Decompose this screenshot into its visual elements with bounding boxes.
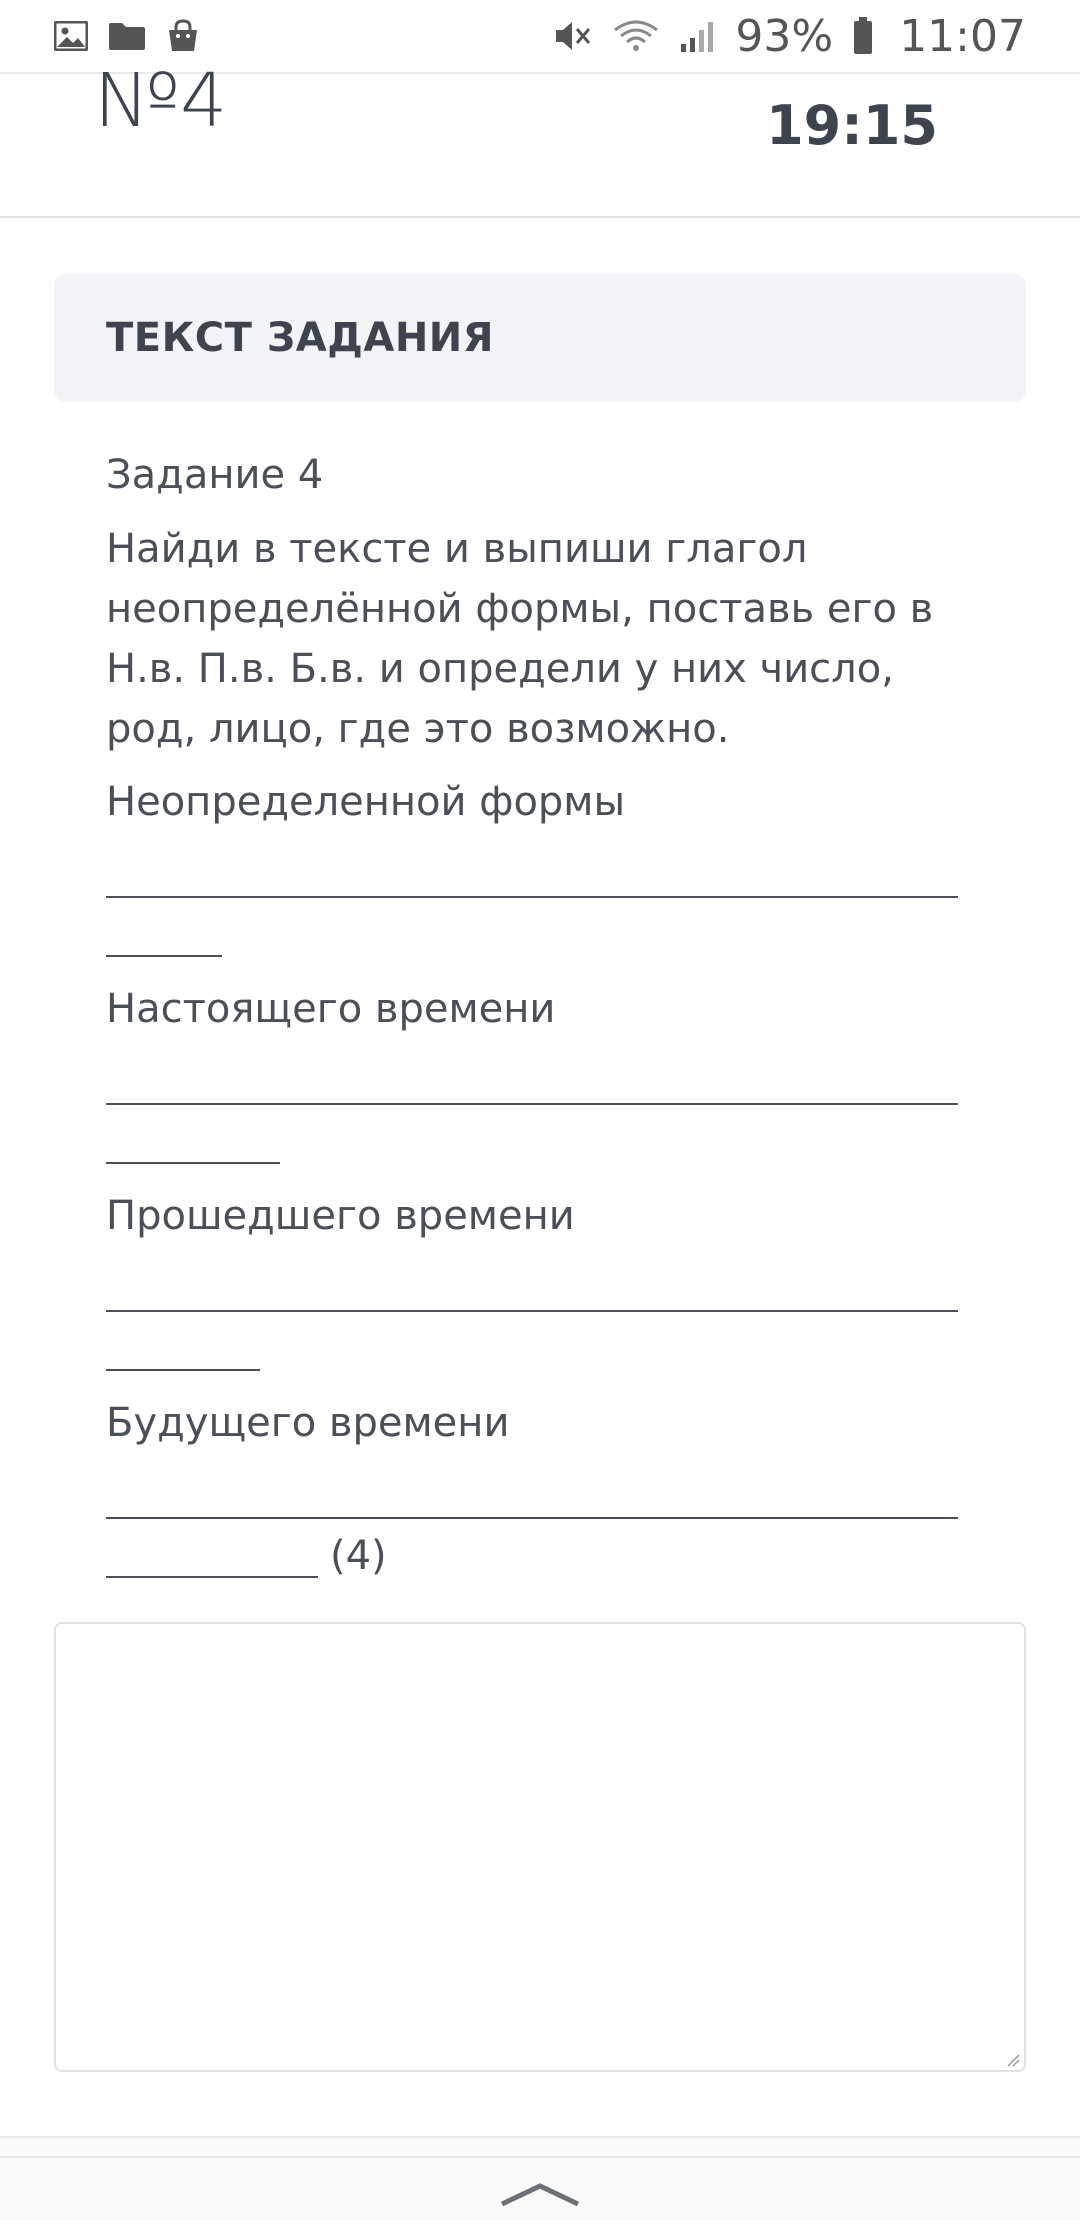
blank-line [106, 1532, 318, 1578]
blank-lines [106, 852, 986, 970]
resize-handle-icon[interactable] [1006, 2052, 1020, 2066]
task-header [0, 58, 1080, 218]
section-label: Неопределенной формы [106, 779, 626, 825]
task-number: №4 [94, 58, 228, 144]
task-body [106, 446, 986, 1601]
task-heading: Задание 4 [106, 452, 324, 498]
blank-line [106, 1059, 958, 1105]
status-bar [0, 0, 1080, 72]
shopping-bag-icon [166, 19, 200, 53]
section-future [106, 1394, 986, 1591]
section-infinitive [106, 773, 986, 970]
status-bar-left [54, 19, 200, 53]
blank-lines [106, 1059, 986, 1177]
signal-icon [679, 18, 715, 54]
task-text-title: ТЕКСТ ЗАДАНИЯ [106, 315, 495, 361]
blank-line [106, 1266, 958, 1312]
blank-line [106, 1325, 260, 1371]
battery-percent: 93% [735, 10, 834, 62]
answer-textarea[interactable] [54, 1622, 1026, 2072]
section-label: Будущего времени [106, 1400, 510, 1446]
instruction-line: неопределённой формы, поставь его в [106, 586, 934, 632]
section-label: Прошедшего времени [106, 1193, 575, 1239]
battery-icon [853, 17, 873, 55]
section-label: Настоящего времени [106, 986, 556, 1032]
score-points: (4) [330, 1533, 387, 1579]
blank-line [106, 852, 958, 898]
section-present [106, 980, 986, 1177]
section-past [106, 1187, 986, 1384]
folder-icon [108, 21, 146, 51]
status-time: 11:07 [899, 10, 1026, 62]
instruction-line: Найди в тексте и выпиши глагол [106, 526, 808, 572]
task-instruction [106, 519, 986, 759]
instruction-line: род, лицо, где это возможно. [106, 706, 730, 752]
blank-lines [106, 1266, 986, 1384]
blank-line [106, 911, 222, 957]
blank-lines [106, 1473, 986, 1591]
mute-icon [553, 18, 593, 54]
status-bar-right [553, 11, 1026, 62]
instruction-line: Н.в. П.в. Б.в. и определи у них число, [106, 646, 894, 692]
bottom-bar [0, 2136, 1080, 2220]
countdown-timer: 19:15 [766, 94, 938, 157]
blank-line [106, 1118, 280, 1164]
image-icon [54, 21, 88, 51]
chevron-up-icon[interactable] [500, 2182, 580, 2210]
task-text-header [54, 274, 1026, 402]
divider [0, 2156, 1080, 2158]
blank-line [106, 1473, 958, 1519]
wifi-icon [613, 18, 659, 54]
